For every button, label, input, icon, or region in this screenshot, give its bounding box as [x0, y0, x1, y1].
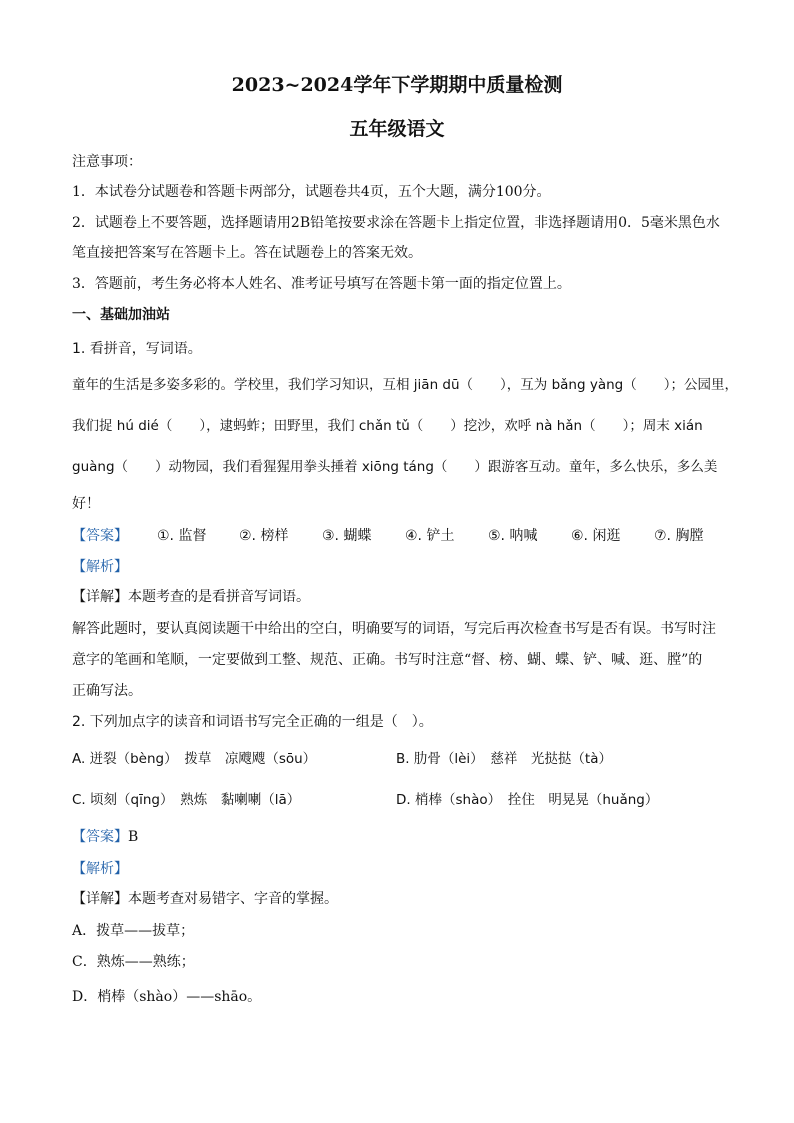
answer-tag: 【答案】	[72, 829, 128, 845]
question-1-detail	[72, 587, 310, 607]
question-2-option-d: D. 梢棒（shào） 拴住 明晃晃（huǎng）	[396, 792, 659, 808]
notes-item-3: 3．答题前，考生务必将本人姓名、准考证号填写在答题卡第一面的指定位置上。	[72, 276, 571, 292]
question-2-stem: 2. 下列加点字的读音和词语书写完全正确的一组是（ ）。	[72, 714, 433, 730]
question-1-paragraph-line-1: 童年的生活是多姿多彩的。学校里，我们学习知识，互相 jiān dū（ ），互为 bǎng yàng（ ）；公园里，	[72, 377, 738, 393]
answer-item: ①. 监督	[157, 528, 207, 544]
question-1-paragraph-line-4: 好！	[72, 496, 100, 512]
notes-item-2-line-2: 笔直接把答案写在答题卡上。答在试题卷上的答案无效。	[72, 245, 422, 261]
question-2-option-b: B. 肋骨（lèi） 慈祥 光挞挞（tà）	[396, 751, 612, 767]
detail-tag: 【详解】	[72, 589, 128, 605]
section-heading: 一、基础加油站	[72, 307, 170, 323]
question-1-paragraph-line-3: guàng（ ）动物园，我们看猩猩用拳头捶着 xiōng táng（ ）跟游客互动。童年，多么快乐，多么美	[72, 459, 718, 475]
answer-item: ⑥. 闲逛	[571, 528, 621, 544]
question-1-explain-line-1: 解答此题时，要认真阅读题干中给出的空白，明确要写的词语，写完后再次检查书写是否有误。书写时注	[72, 621, 716, 637]
notes-item-2-line-1: 2．试题卷上不要答题，选择题请用2B铅笔按要求涂在答题卡上指定位置，非选择题请用0．5毫米黑色水	[72, 215, 720, 231]
question-1-answer-tag: 【答案】	[72, 528, 128, 544]
question-2-option-a: A. 迸裂（bèng） 拨草 凉飕飕（sōu）	[72, 751, 317, 767]
question-2-analysis-tag: 【解析】	[72, 861, 128, 877]
answer-item: ②. 榜样	[239, 528, 289, 544]
question-1-explain-line-3: 正确写法。	[72, 683, 142, 699]
answer-item: ④. 铲土	[405, 528, 455, 544]
detail-text: 本题考查对易错字、字音的掌握。	[128, 891, 338, 907]
notes-heading: 注意事项：	[72, 154, 142, 170]
answer-value: B	[128, 829, 139, 845]
question-1-paragraph-line-2: 我们捉 hú dié（ ），逮蚂蚱；田野里，我们 chǎn tǔ（ ）挖沙，欢呼 nà hǎn（ ）；周末 xián	[72, 418, 703, 434]
question-2-fix-d: D．梢棒（shào）——shāo。	[72, 989, 262, 1005]
notes-item-1: 1．本试卷分试题卷和答题卡两部分，试题卷共4页，五个大题，满分100分。	[72, 184, 551, 200]
page-title: 2023~2024学年下学期期中质量检测	[231, 74, 563, 96]
answer-item: ⑦. 胸膛	[654, 528, 704, 544]
question-2-fix-a: A．拨草——拔草；	[72, 923, 195, 939]
detail-tag: 【详解】	[72, 891, 128, 907]
detail-text: 本题考查的是看拼音写词语。	[128, 589, 310, 605]
question-1-explain-line-2: 意字的笔画和笔顺，一定要做到工整、规范、正确。书写时注意“督、榜、蝴、蝶、铲、喊、逛、膛”的	[72, 652, 703, 668]
question-2-option-c: C. 顷刻（qīng） 熟炼 黏喇喇（lā）	[72, 792, 301, 808]
question-2-fix-c: C．熟炼——熟练；	[72, 954, 195, 970]
question-1-stem: 1. 看拼音，写词语。	[72, 341, 202, 357]
answer-item: ⑤. 呐喊	[488, 528, 538, 544]
question-2-answer	[72, 827, 138, 847]
question-2-detail	[72, 889, 338, 909]
page-subtitle: 五年级语文	[349, 118, 445, 140]
answer-item: ③. 蝴蝶	[322, 528, 372, 544]
question-1-analysis-tag: 【解析】	[72, 559, 128, 575]
